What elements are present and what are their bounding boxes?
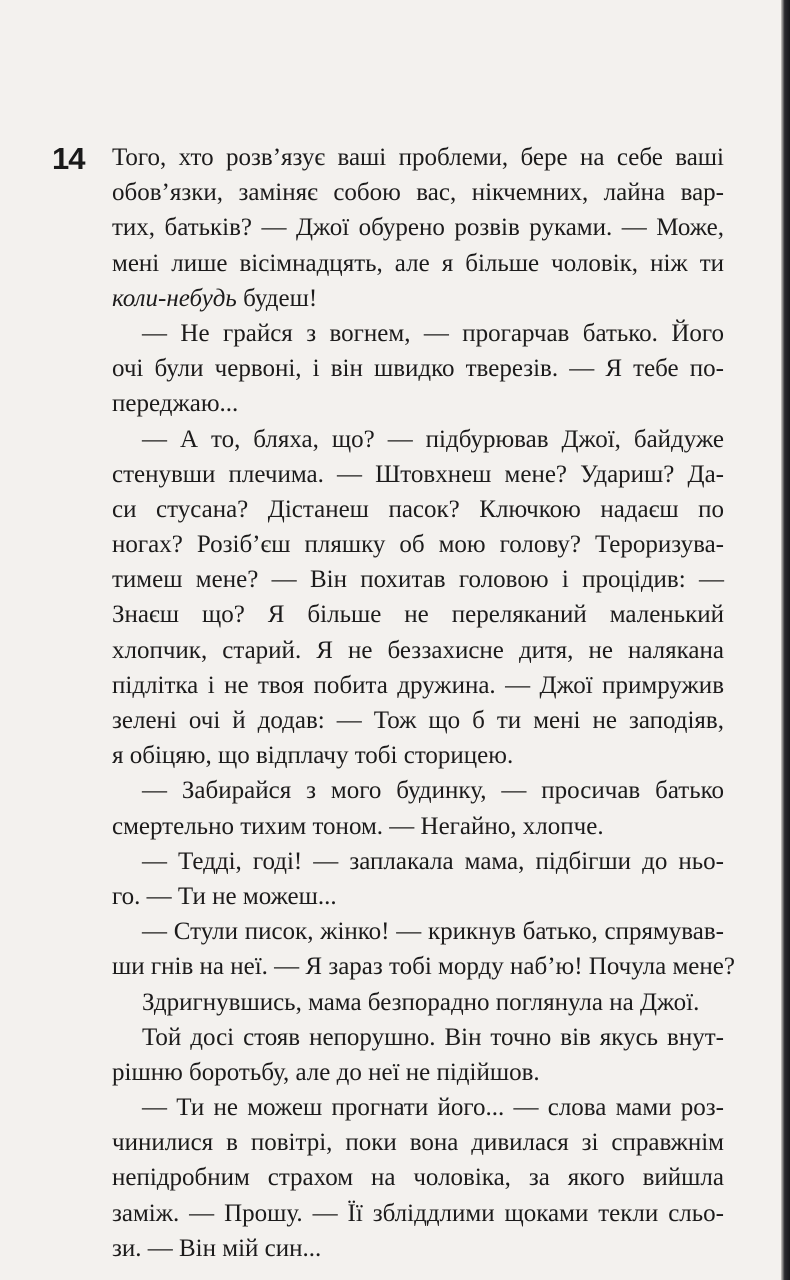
line-text: Знаєш що? Я більше не переляканий маленький xyxy=(112,601,724,629)
line-text: стенувши плечима. — Штовхнеш мене? Удариш? Да- xyxy=(112,460,724,488)
text-line xyxy=(112,281,724,316)
line-text: ногах? Розіб’єш пляшку об мою голову? Тероризува- xyxy=(112,531,724,559)
text-line xyxy=(112,562,724,597)
line-text: — Теддi, годі! — заплакала мама, підбігши до ньо- xyxy=(142,847,724,875)
text-line xyxy=(112,492,724,527)
text-line xyxy=(112,175,724,210)
line-text: зи. — Він мій син... xyxy=(112,1234,322,1262)
line-text: го. — Ти не можеш... xyxy=(112,882,337,910)
line-text: — А то, бляха, що? — підбурював Джої, байдуже xyxy=(142,425,724,453)
line-text: — Ти не можеш прогнати його... — слова мами роз- xyxy=(142,1094,724,1122)
text-line xyxy=(112,351,724,386)
text-line xyxy=(112,140,724,175)
text-line xyxy=(112,316,724,351)
line-text: переджаю... xyxy=(112,390,239,418)
text-line xyxy=(112,1160,724,1195)
text-line xyxy=(112,597,724,632)
body-text xyxy=(112,140,735,1266)
line-text: я обіцяю, що відплачу тобі сторицею. xyxy=(112,742,514,770)
line-text: обов’язки, заміняє собою вас, нікчемних, лайна вар- xyxy=(112,179,724,207)
text-line xyxy=(112,809,724,844)
line-text: — Забирайся з мого будинку, — просичав батько xyxy=(142,777,724,805)
line-text: чинилися в повітрі, поки вона дивилася зі справжнім xyxy=(112,1129,724,1157)
text-line xyxy=(112,1055,724,1090)
line-text: Той досі стояв непорушно. Він точно вів якусь внут- xyxy=(142,1023,724,1051)
line-text: непідробним страхом на чоловіка, за якого вийшла xyxy=(112,1164,724,1192)
text-line xyxy=(112,773,724,808)
line-text: заміж. — Прошу. — Її збліддлими щоками текли сльо- xyxy=(112,1199,724,1227)
text-line xyxy=(112,422,724,457)
line-text: тимеш мене? — Він похитав головою і процідив: — xyxy=(112,566,724,594)
text-line xyxy=(112,985,724,1020)
text-line xyxy=(112,914,724,949)
page-number: 14 xyxy=(52,141,85,176)
line-text: рішню боротьбу, але до неї не підійшов. xyxy=(112,1058,540,1086)
text-line xyxy=(112,668,724,703)
text-line xyxy=(112,246,724,281)
text-line xyxy=(112,1231,724,1266)
text-line xyxy=(112,633,724,668)
page-edge xyxy=(781,0,790,1280)
text-line xyxy=(112,1020,724,1055)
text-line xyxy=(112,210,724,245)
text-line xyxy=(112,703,724,738)
text-line xyxy=(112,844,724,879)
text-line xyxy=(112,1196,724,1231)
text-line xyxy=(112,527,724,562)
line-text: зелені очі й додав: — Тож що б ти мені не заподіяв, xyxy=(112,707,724,734)
line-text: підлітка і не твоя побита дружина. — Джої примружив xyxy=(112,671,724,699)
line-text: будеш! xyxy=(236,284,318,312)
text-line xyxy=(112,1125,724,1160)
line-text: смертельно тихим тоном. — Негайно, хлопче. xyxy=(112,812,604,840)
line-text: мені лише вісімнадцять, але я більше чоловік, ніж ти xyxy=(112,249,724,277)
line-text: хлопчик, старий. Я не беззахисне дитя, не налякана xyxy=(112,636,724,664)
text-line xyxy=(112,457,724,492)
line-text: — Стули писок, жінко! — крикнув батько, спрямував- xyxy=(142,918,724,946)
line-text: — Не грайся з вогнем, — прогарчав батько. Його xyxy=(142,319,724,347)
line-text: Здригнувшись, мама безпорадно поглянула на Джої. xyxy=(142,988,700,1016)
text-line xyxy=(112,738,724,773)
line-text: очі були червоні, і він швидко тверезів. — Я тебе по- xyxy=(112,355,724,383)
text-line xyxy=(112,1090,724,1125)
line-text: си стусана? Дістанеш пасок? Ключкою надаєш по xyxy=(112,495,724,523)
line-text: Того, хто розв’язує ваші проблеми, бере на себе ваші xyxy=(112,144,724,171)
italic-phrase: коли-небудь xyxy=(112,284,237,312)
line-text: тих, батьків? — Джої обурено розвів руками. — Може, xyxy=(112,214,724,242)
text-line xyxy=(112,879,724,914)
text-line xyxy=(112,949,735,984)
line-text: ши гнів на неї. — Я зараз тобі морду наб’ю! Почула мене? xyxy=(112,953,735,981)
text-line xyxy=(112,386,724,421)
